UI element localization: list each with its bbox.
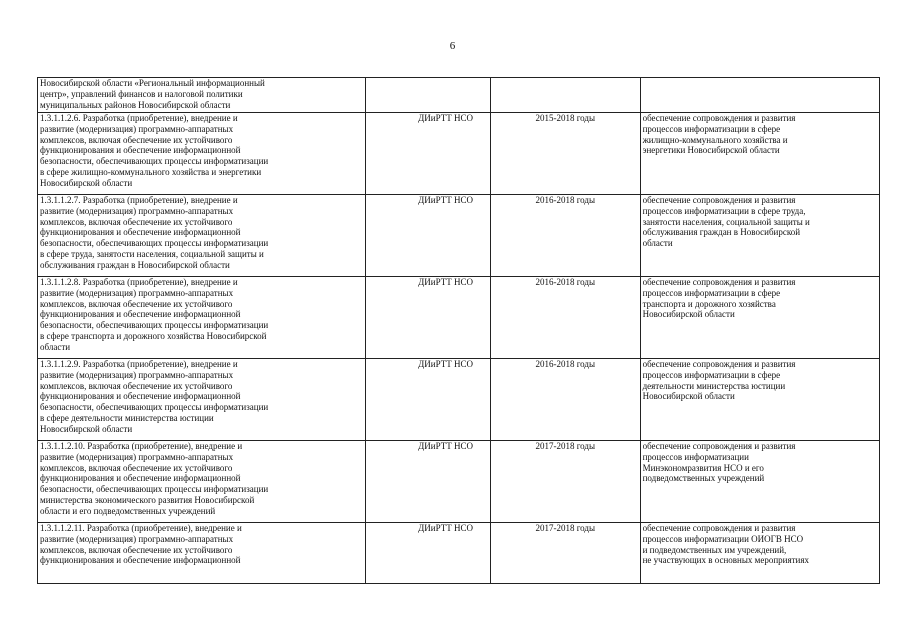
expected-result: обеспечение сопровождения и развития процессов информатизации в сфере транспорта и дорожного хозяйства Новосибирской области [642, 277, 796, 320]
table-row [38, 195, 880, 277]
executor: ДИиРТТ НСО [418, 277, 473, 287]
measure-name-cell [38, 359, 366, 441]
period-cell [490, 523, 640, 584]
executor: ДИиРТТ НСО [418, 113, 473, 123]
executor-cell [366, 195, 491, 277]
executor: ДИиРТТ НСО [418, 441, 473, 451]
executor-cell [366, 441, 491, 523]
result-cell [640, 277, 879, 359]
period: 2016-2018 годы [535, 277, 596, 287]
executor-cell [366, 113, 491, 195]
result-cell [640, 78, 879, 113]
period-cell [490, 195, 640, 277]
executor-cell [366, 277, 491, 359]
period-cell [490, 441, 640, 523]
period: 2016-2018 годы [535, 359, 596, 369]
executor: ДИиРТТ НСО [418, 523, 473, 533]
executor: ДИиРТТ НСО [418, 359, 473, 369]
table-row [38, 113, 880, 195]
measure-name-cell [38, 113, 366, 195]
expected-result: обеспечение сопровождения и развития процессов информатизации ОИОГВ НСО и подведомственных им учреждений, не участвующих в основных мероприятиях [642, 523, 809, 566]
result-cell [640, 441, 879, 523]
expected-result: обеспечение сопровождения и развития процессов информатизации в сфере деятельности министерства юстиции Новосибирской области [642, 359, 796, 402]
executor-cell [366, 78, 491, 113]
period-cell [490, 78, 640, 113]
period-cell [490, 113, 640, 195]
executor-cell [366, 359, 491, 441]
measure-name-cell [38, 195, 366, 277]
measure-name-cell [38, 441, 366, 523]
period: 2015-2018 годы [535, 113, 596, 123]
result-cell [640, 195, 879, 277]
period: 2017-2018 годы [535, 441, 596, 451]
page-number: 6 [449, 40, 456, 52]
measure-name-cell [38, 277, 366, 359]
measure-name: 1.3.1.1.2.9. Разработка (приобретение), внедрение и развитие (модернизация) программно-аппаратных комплексов, включая обеспечение их устойчивого функционирования и обеспечение информационной безопасности, обеспечивающих процессы информатизации в сфере деятельности министерства юстиции Новосибирской области [40, 359, 269, 434]
table-row [38, 359, 880, 441]
period-cell [490, 277, 640, 359]
result-cell [640, 523, 879, 584]
measure-name: 1.3.1.1.2.7. Разработка (приобретение), внедрение и развитие (модернизация) программно-аппаратных комплексов, включая обеспечение их устойчивого функционирования и обеспечение информационной безопасности, обеспечивающих процессы информатизации в сфере труда, занятости населения, социальной защиты и обслуживания граждан в Новосибирской области [40, 195, 269, 270]
executor: ДИиРТТ НСО [418, 195, 473, 205]
period: 2016-2018 годы [535, 195, 596, 205]
measure-name-cell [38, 523, 366, 584]
result-cell [640, 113, 879, 195]
measures-table [37, 77, 880, 584]
measure-name-cell [38, 78, 366, 113]
measure-name: 1.3.1.1.2.10. Разработка (приобретение), внедрение и развитие (модернизация) программно-аппаратных комплексов, включая обеспечение их устойчивого функционирования и обеспечение информационной безопасности, обеспечивающих процессы информатизации министерства экономического развития Новосибирской области и его подведомственных учреждений [40, 441, 269, 516]
measure-name: Новосибирской области «Региональный информационный центр», управлений финансов и налоговой политики муниципальных районов Новосибирской области [40, 78, 265, 110]
measure-name: 1.3.1.1.2.11. Разработка (приобретение), внедрение и развитие (модернизация) программно-аппаратных комплексов, включая обеспечение их устойчивого функционирования и обеспечение информационной [40, 523, 242, 566]
table-row [38, 78, 880, 113]
period: 2017-2018 годы [535, 523, 596, 533]
table-row [38, 277, 880, 359]
measure-name: 1.3.1.1.2.8. Разработка (приобретение), внедрение и развитие (модернизация) программно-аппаратных комплексов, включая обеспечение их устойчивого функционирования и обеспечение информационной безопасности, обеспечивающих процессы информатизации в сфере транспорта и дорожного хозяйства Новосибирской области [40, 277, 269, 352]
table-row [38, 523, 880, 584]
executor-cell [366, 523, 491, 584]
period-cell [490, 359, 640, 441]
result-cell [640, 359, 879, 441]
expected-result: обеспечение сопровождения и развития процессов информатизации в сфере жилищно-коммунального хозяйства и энергетики Новосибирской области [642, 113, 796, 156]
expected-result: обеспечение сопровождения и развития процессов информатизации Минэкономразвития НСО и его подведомственных учреждений [642, 441, 796, 484]
table-row [38, 441, 880, 523]
measure-name: 1.3.1.1.2.6. Разработка (приобретение), внедрение и развитие (модернизация) программно-аппаратных комплексов, включая обеспечение их устойчивого функционирования и обеспечение информационной безопасности, обеспечивающих процессы информатизации в сфере жилищно-коммунального хозяйства и энергетики Новосибирской области [40, 113, 269, 188]
measures-table-wrapper [37, 77, 880, 640]
expected-result: обеспечение сопровождения и развития процессов информатизации в сфере труда, занятости населения, социальной защиты и обслуживания граждан в Новосибирской области [642, 195, 810, 249]
